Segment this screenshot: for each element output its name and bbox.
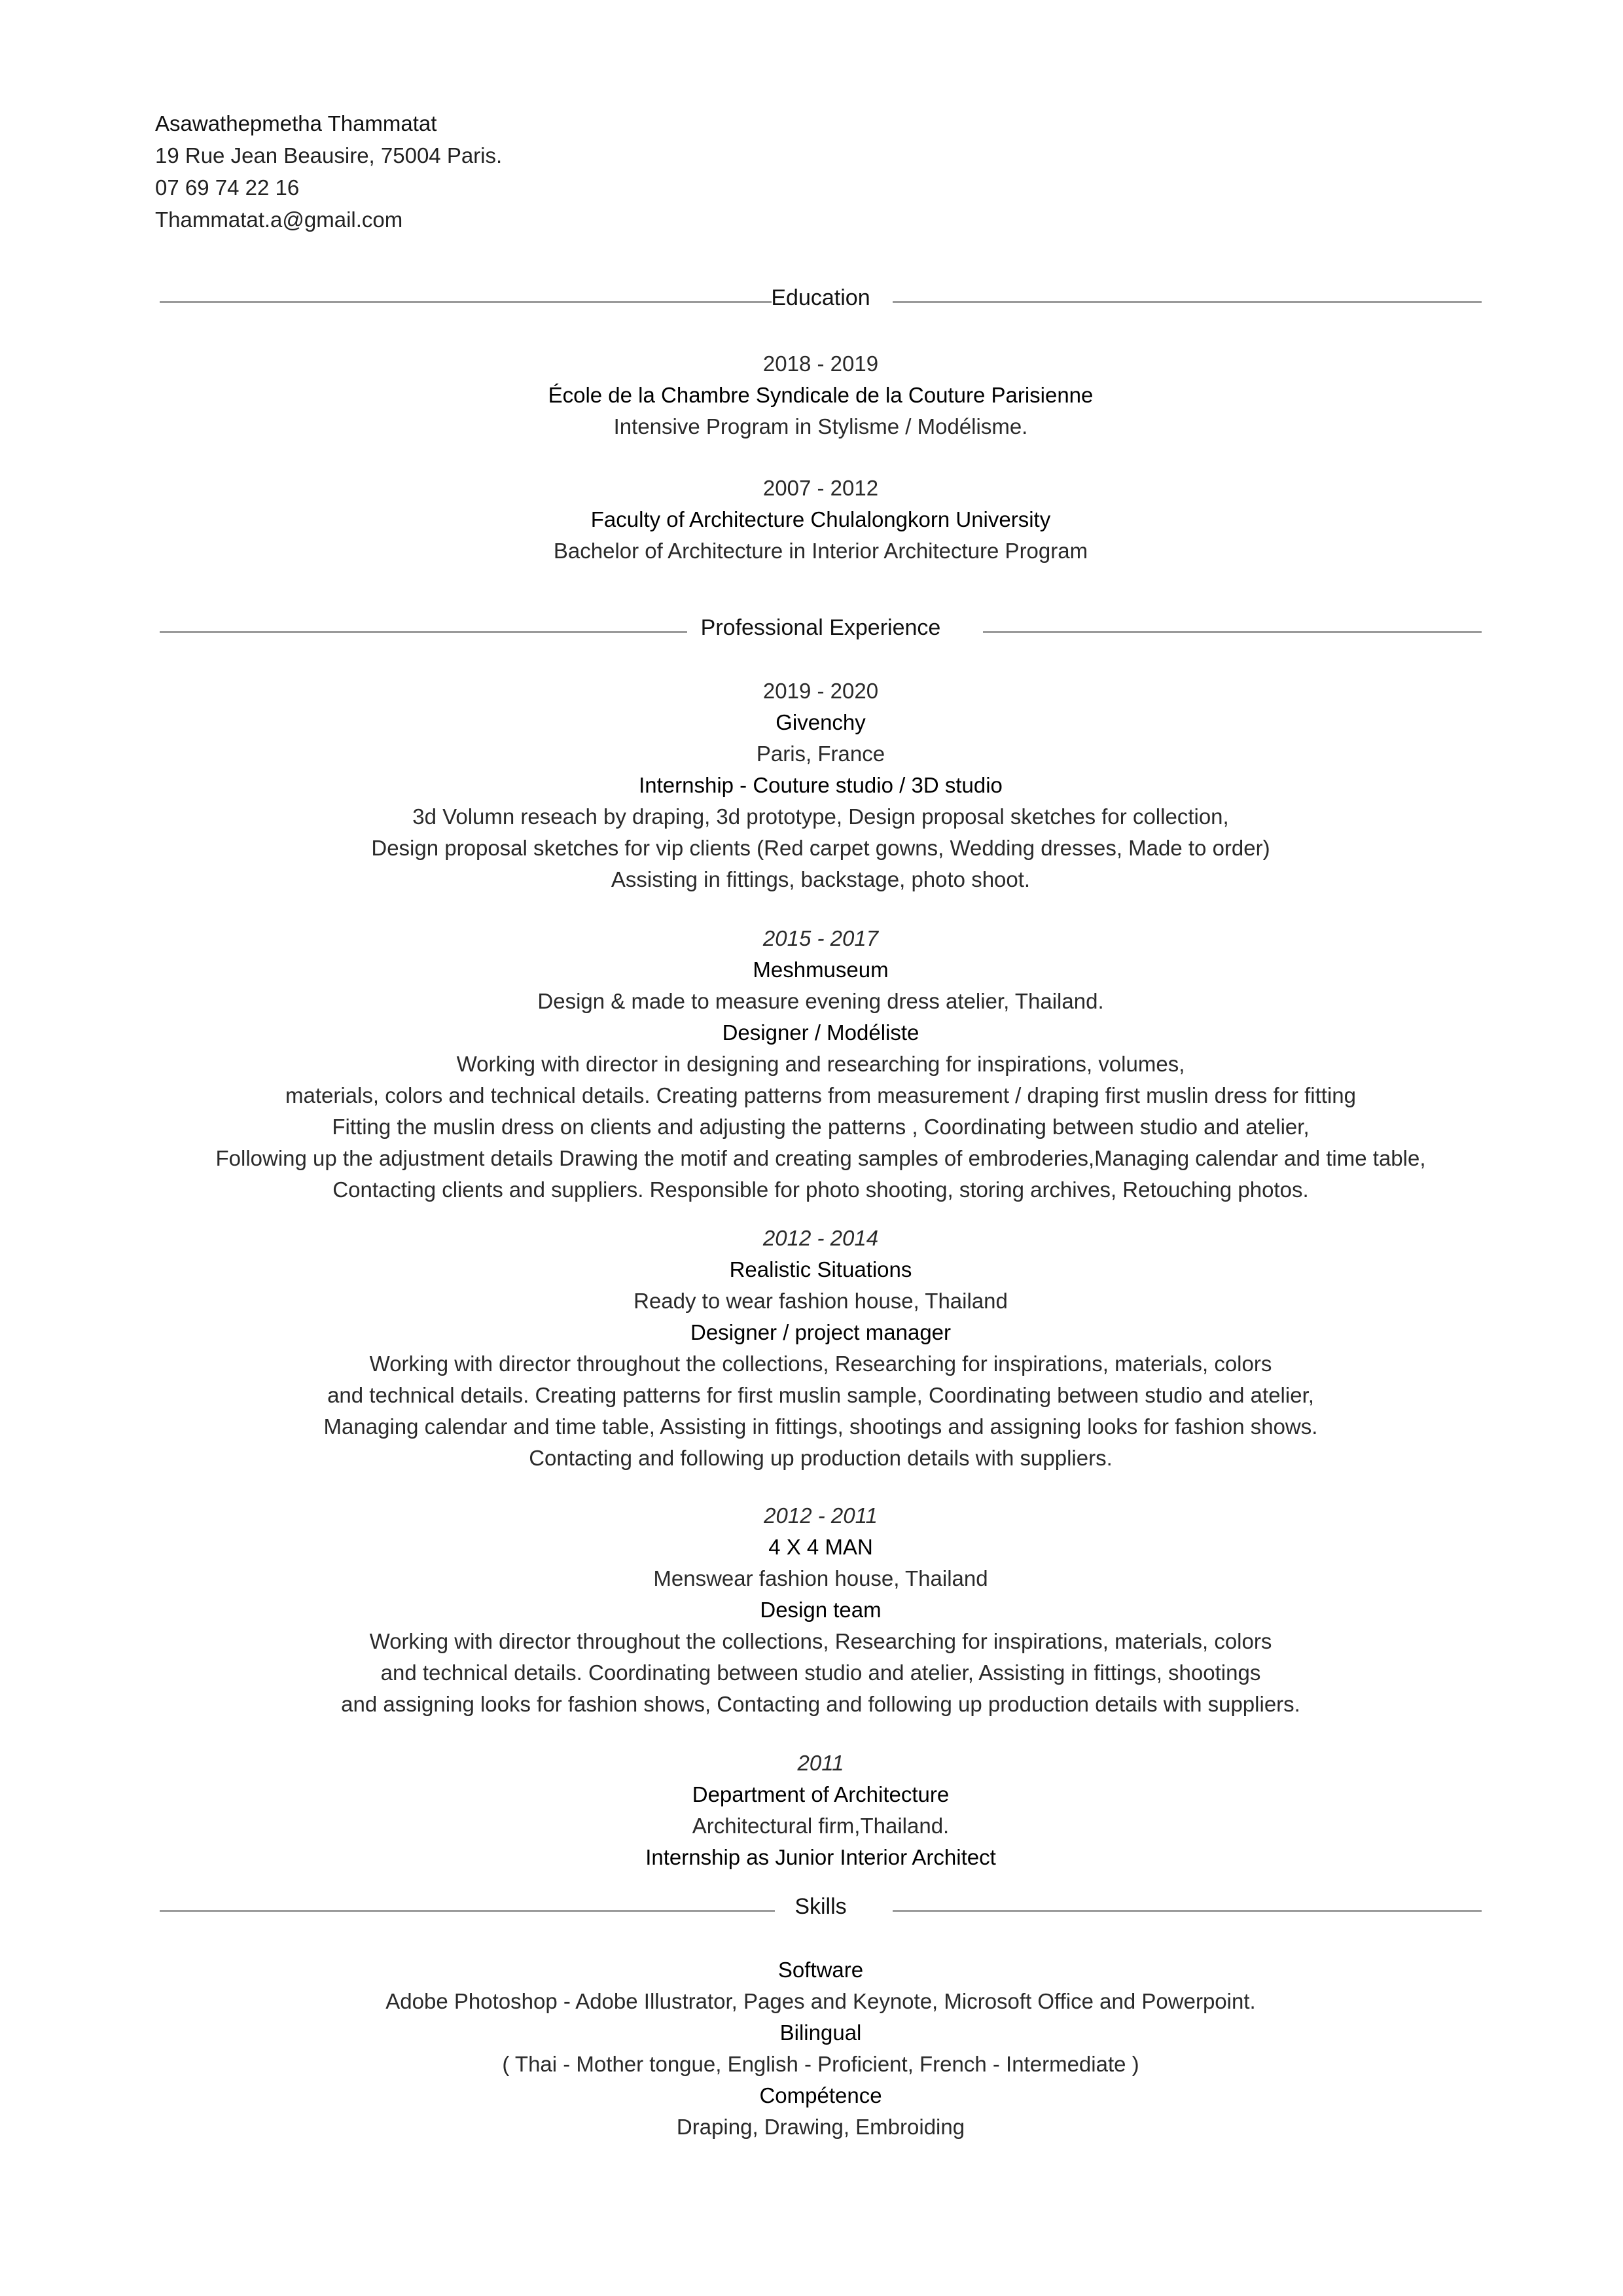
experience-dates: 2015 - 2017 xyxy=(762,926,879,950)
section-title: Professional Experience xyxy=(700,615,941,640)
company-name: Department of Architecture xyxy=(692,1782,950,1806)
program-name: Bachelor of Architecture in Interior Architecture Program xyxy=(553,539,1088,563)
job-detail: Fitting the muslin dress on clients and adjusting the patterns , Coordinating between studio and atelier, xyxy=(332,1115,1310,1139)
experience-section-header xyxy=(160,611,1482,651)
experience-dates: 2011 xyxy=(797,1751,844,1775)
job-detail: Working with director throughout the collections, Researching for inspirations, materials, colors xyxy=(369,1352,1272,1376)
job-role: Internship as Junior Interior Architect xyxy=(645,1845,996,1869)
job-role: Design team xyxy=(760,1598,882,1622)
education-entry xyxy=(160,473,1482,567)
job-detail: Contacting clients and suppliers. Responsible for photo shooting, storing archives, Retouching photos. xyxy=(332,1177,1309,1202)
education-entry xyxy=(160,348,1482,442)
program-name: Intensive Program in Stylisme / Modélisme. xyxy=(613,414,1028,439)
company-name: Givenchy xyxy=(776,710,866,734)
experience-dates: 2019 - 2020 xyxy=(762,679,879,703)
job-role: Designer / Modéliste xyxy=(722,1020,919,1045)
job-detail: 3d Volumn reseach by draping, 3d prototype, Design proposal sketches for collection, xyxy=(412,804,1229,829)
job-role: Internship - Couture studio / 3D studio xyxy=(639,773,1003,797)
company-name: Meshmuseum xyxy=(753,958,889,982)
company-location: Menswear fashion house, Thailand xyxy=(653,1566,988,1590)
section-title: Skills xyxy=(794,1894,847,1919)
experience-entry xyxy=(160,1223,1482,1474)
company-location: Architectural firm,Thailand. xyxy=(692,1814,950,1838)
experience-entry xyxy=(160,923,1482,1206)
section-title: Education xyxy=(771,285,870,310)
experience-entry xyxy=(160,1500,1482,1720)
job-detail: Working with director throughout the collections, Researching for inspirations, materials, colors xyxy=(369,1629,1272,1653)
experience-entry xyxy=(160,675,1482,895)
company-name: Realistic Situations xyxy=(729,1257,912,1282)
education-dates: 2007 - 2012 xyxy=(762,476,879,500)
phone-number: 07 69 74 22 16 xyxy=(155,175,300,200)
contact-header xyxy=(155,107,502,236)
candidate-name: Asawathepmetha Thammatat xyxy=(155,111,437,135)
skills-list xyxy=(160,1954,1482,2143)
skill-title: Software xyxy=(777,1958,864,1982)
skill-title: Compétence xyxy=(759,2083,882,2108)
skill-text: Draping, Drawing, Embroiding xyxy=(676,2115,965,2139)
job-role: Designer / project manager xyxy=(690,1320,952,1344)
experience-dates: 2012 - 2014 xyxy=(762,1226,879,1250)
skills-section-header xyxy=(160,1890,1482,1929)
email-address: Thammatat.a@gmail.com xyxy=(155,207,403,232)
company-location: Design & made to measure evening dress atelier, Thailand. xyxy=(537,989,1104,1013)
job-detail: Following up the adjustment details Drawing the motif and creating samples of embroderies,Managing calendar and time table, xyxy=(215,1146,1426,1170)
job-detail: Working with director in designing and researching for inspirations, volumes, xyxy=(456,1052,1185,1076)
company-location: Paris, France xyxy=(756,742,885,766)
education-section-header xyxy=(160,281,1482,321)
job-detail: Managing calendar and time table, Assisting in fittings, shootings and assigning looks for fashion shows. xyxy=(323,1414,1318,1439)
education-dates: 2018 - 2019 xyxy=(762,351,879,376)
skill-text: Adobe Photoshop - Adobe Illustrator, Pages and Keynote, Microsoft Office and Powerpoint. xyxy=(385,1989,1256,2013)
job-detail: and technical details. Coordinating between studio and atelier, Assisting in fittings, shootings xyxy=(380,1660,1261,1685)
job-detail: and assigning looks for fashion shows, Contacting and following up production details with suppliers. xyxy=(341,1692,1300,1716)
skill-title: Bilingual xyxy=(779,2020,862,2045)
school-name: Faculty of Architecture Chulalongkorn University xyxy=(590,507,1051,531)
address: 19 Rue Jean Beausire, 75004 Paris. xyxy=(155,143,503,168)
job-detail: Design proposal sketches for vip clients (Red carpet gowns, Wedding dresses, Made to order) xyxy=(371,836,1270,860)
school-name: École de la Chambre Syndicale de la Couture Parisienne xyxy=(548,383,1094,407)
job-detail: and technical details. Creating patterns for first muslin sample, Coordinating between studio and atelier, xyxy=(327,1383,1314,1407)
company-name: 4 X 4 MAN xyxy=(768,1535,873,1559)
job-detail: Assisting in fittings, backstage, photo shoot. xyxy=(611,867,1031,891)
experience-entry xyxy=(160,1748,1482,1873)
job-detail: Contacting and following up production details with suppliers. xyxy=(529,1446,1113,1470)
job-detail: materials, colors and technical details. Creating patterns from measurement / draping first muslin dress for fitting xyxy=(285,1083,1357,1107)
skill-text: ( Thai - Mother tongue, English - Proficient, French - Intermediate ) xyxy=(502,2052,1139,2076)
experience-dates: 2012 - 2011 xyxy=(764,1503,878,1528)
company-location: Ready to wear fashion house, Thailand xyxy=(633,1289,1008,1313)
